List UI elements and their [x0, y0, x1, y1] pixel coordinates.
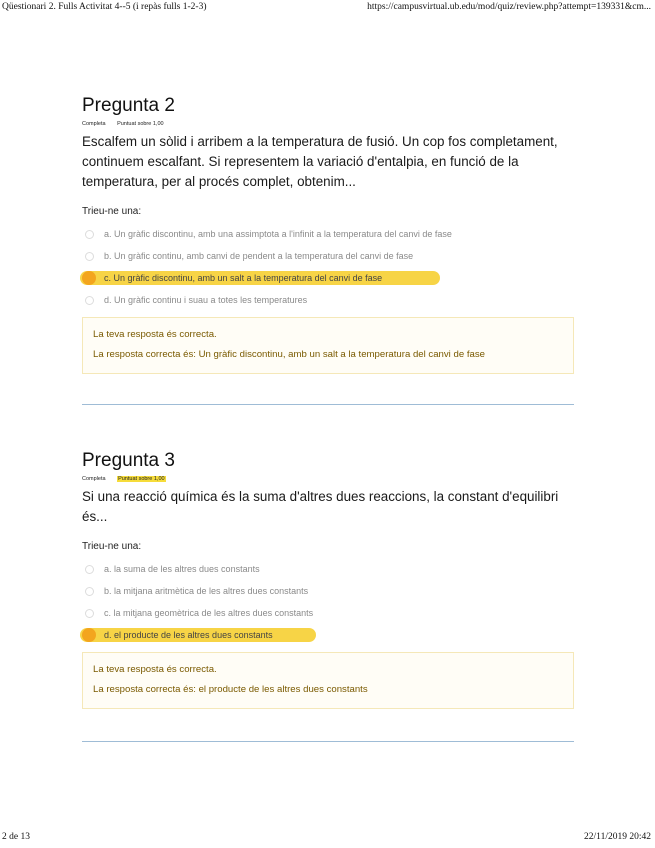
- print-footer: [0, 832, 655, 846]
- question-title: Pregunta 2: [82, 95, 175, 116]
- answer-option-a[interactable]: [82, 223, 574, 245]
- radio-icon[interactable]: [85, 609, 94, 618]
- feedback-box: [82, 317, 574, 374]
- question-3: [82, 450, 574, 709]
- feedback-status: La teva resposta és correcta.: [93, 329, 217, 340]
- feedback-status: La teva resposta és correcta.: [93, 664, 217, 675]
- section-divider: [82, 741, 574, 742]
- answer-option-label: b. la mitjana aritmètica de les altres dues constants: [104, 586, 309, 596]
- question-info: [82, 475, 574, 483]
- answer-option-label: b. Un gràfic continu, amb canvi de pendent a la temperatura del canvi de fase: [104, 251, 414, 261]
- radio-selected-icon[interactable]: [82, 628, 96, 642]
- section-divider: [82, 404, 574, 405]
- answer-options: [82, 558, 574, 646]
- answer-option-label: d. Un gràfic continu i suau a totes les temperatures: [104, 295, 308, 305]
- answer-option-label: c. Un gràfic discontinu, amb un salt a la temperatura del canvi de fase: [104, 273, 383, 283]
- answer-prompt: Trieu-ne una:: [82, 206, 142, 217]
- page-url: https://campusvirtual.ub.edu/mod/quiz/review.php?attempt=139331&cm...: [367, 2, 651, 12]
- question-score: Puntuat sobre 1,00: [117, 121, 164, 127]
- question-status: Completa: [82, 121, 106, 127]
- question-status: Completa: [82, 476, 106, 482]
- answer-option-label: a. Un gràfic discontinu, amb una assimptota a l'infinit a la temperatura del canvi de fase: [104, 229, 452, 239]
- feedback-correct-answer: La resposta correcta és: Un gràfic discontinu, amb un salt a la temperatura del canvi de fase: [93, 349, 485, 360]
- radio-icon[interactable]: [85, 230, 94, 239]
- question-2: [82, 95, 574, 374]
- answer-option-b[interactable]: [82, 580, 574, 602]
- question-score: Puntuat sobre 1,00: [118, 476, 165, 482]
- document-title: Qüestionari 2. Fulls Activitat 4--5 (i repàs fulls 1-2-3): [2, 2, 207, 12]
- radio-icon[interactable]: [85, 565, 94, 574]
- answer-options: [82, 223, 574, 311]
- print-header: [0, 2, 655, 16]
- answer-option-b[interactable]: [82, 245, 574, 267]
- answer-prompt: Trieu-ne una:: [82, 541, 142, 552]
- answer-option-label: d. el producte de les altres dues constants: [104, 630, 273, 640]
- answer-option-a[interactable]: [82, 558, 574, 580]
- answer-option-label: c. la mitjana geomètrica de les altres dues constants: [104, 608, 314, 618]
- feedback-box: [82, 652, 574, 709]
- answer-option-d[interactable]: [82, 289, 574, 311]
- answer-option-label: a. la suma de les altres dues constants: [104, 564, 260, 574]
- question-title: Pregunta 3: [82, 450, 175, 471]
- answer-option-d[interactable]: [82, 624, 574, 646]
- page-number: 2 de 13: [2, 832, 30, 842]
- radio-icon[interactable]: [85, 296, 94, 305]
- radio-icon[interactable]: [85, 587, 94, 596]
- radio-selected-icon[interactable]: [82, 271, 96, 285]
- answer-option-c[interactable]: [82, 267, 574, 289]
- radio-icon[interactable]: [85, 252, 94, 261]
- question-text: Escalfem un sòlid i arribem a la temperatura de fusió. Un cop fos completament, continuem escalfant. Si representem la variació d'entalpia, en funció de la temperatura, per al procés complet, obtenim...: [82, 134, 558, 189]
- answer-option-c[interactable]: [82, 602, 574, 624]
- feedback-correct-answer: La resposta correcta és: el producte de les altres dues constants: [93, 684, 368, 695]
- print-datetime: 22/11/2019 20:42: [584, 832, 651, 842]
- question-info: [82, 120, 574, 128]
- question-text: Si una reacció química és la suma d'altres dues reaccions, la constant d'equilibri és...: [82, 489, 559, 524]
